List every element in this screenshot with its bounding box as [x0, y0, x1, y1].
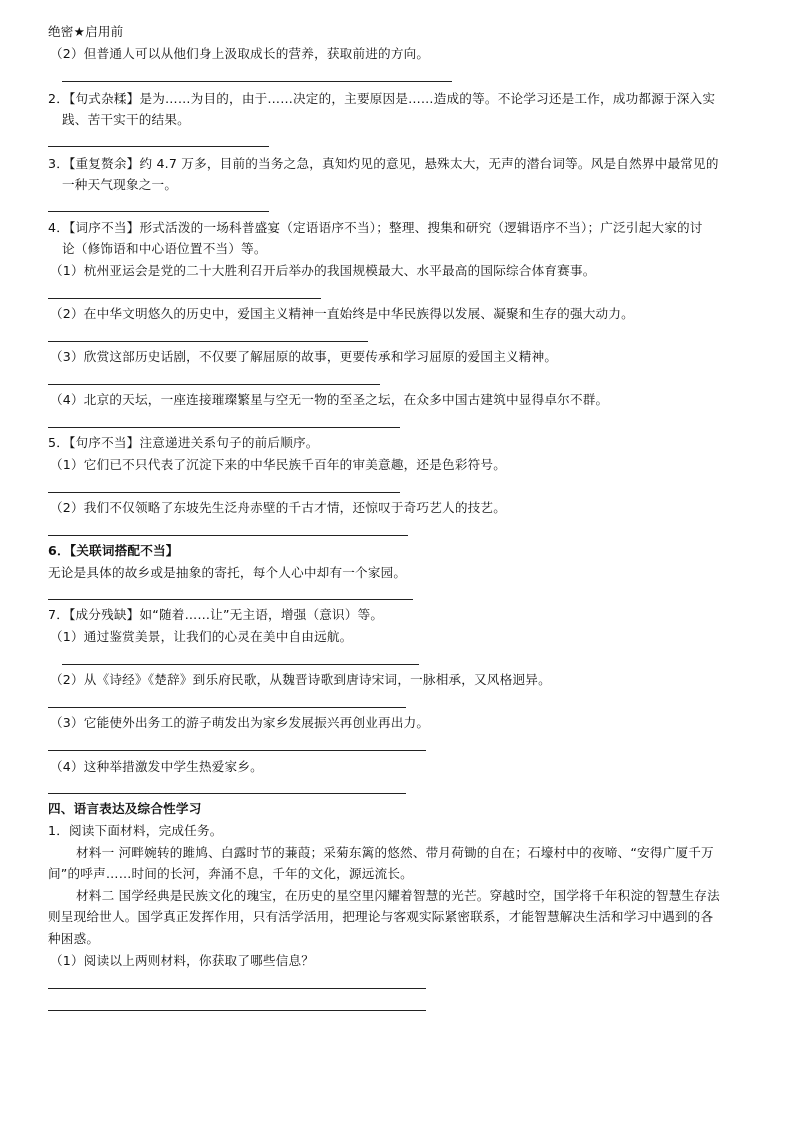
- section-5-item-2: （2）我们不仅领略了东坡先生泛舟赤壁的千古才情，还惊叹于奇巧艺人的技艺。: [50, 500, 506, 515]
- answer-line: [48, 707, 406, 708]
- answer-line: [48, 988, 426, 989]
- answer-line: [48, 492, 400, 493]
- answer-line: [48, 298, 321, 299]
- answer-line: [62, 81, 452, 82]
- part-4-heading: 四、语言表达及综合性学习: [48, 801, 202, 816]
- sentence-2-item-2: （2）但普通人可以从他们身上汲取成长的营养，获取前进的方向。: [50, 46, 430, 61]
- question-1-prompt: 1．阅读下面材料，完成任务。: [48, 823, 223, 838]
- material-1-continuation: 间”的呼声……时间的长河，奔涌不息，千年的文化，源远流长。: [48, 866, 413, 881]
- section-4-item-4: （4）北京的天坛，一座连接璀璨繁星与空无一物的至圣之坛，在众多中国古建筑中显得卓尔不群。: [50, 392, 609, 407]
- section-4-item-3: （3）欣赏这部历史话剧，不仅要了解屈原的故事，更要传承和学习屈原的爱国主义精神。: [50, 349, 558, 364]
- material-2-end: 种困惑。: [48, 931, 100, 946]
- answer-line: [48, 535, 408, 536]
- answer-line: [48, 750, 426, 751]
- section-4-heading: 4．【词序不当】形式活泼的一场科普盛宴（定语语序不当）；整理、搜集和研究（逻辑语序不当）；广泛引起大家的讨: [48, 220, 703, 235]
- section-7-heading: 7．【成分残缺】如“随着……让”无主语，增强（意识）等。: [48, 607, 384, 622]
- section-7-item-3: （3）它能使外出务工的游子萌发出为家乡发展振兴再创业再出力。: [50, 715, 430, 730]
- material-2: 材料二 国学经典是民族文化的瑰宝，在历史的星空里闪耀着智慧的光芒。穿越时空，国学将千年积淀的智慧生存法: [76, 888, 720, 903]
- answer-line: [48, 146, 269, 147]
- section-3-continuation: 一种天气现象之一。: [62, 177, 178, 192]
- section-7-item-4: （4）这种举措激发中学生热爱家乡。: [50, 759, 263, 774]
- answer-line: [48, 384, 380, 385]
- section-4-item-2: （2）在中华文明悠久的历史中，爱国主义精神一直始终是中华民族得以发展、凝聚和生存的强大动力。: [50, 306, 634, 321]
- section-5-item-1: （1）它们已不只代表了沉淀下来的中华民族千百年的审美意趣，还是色彩符号。: [50, 457, 506, 472]
- answer-line: [48, 211, 269, 212]
- section-2-heading: 2．【句式杂糅】是为……为目的，由于……决定的，主要原因是……造成的等。不论学习还是工作，成功都源于深入实: [48, 91, 716, 106]
- classification-header: 绝密★启用前: [48, 24, 124, 39]
- section-2-continuation: 践、苦干实干的结果。: [62, 112, 190, 127]
- section-7-item-2: （2）从《诗经》《楚辞》到乐府民歌，从魏晋诗歌到唐诗宋词，一脉相承，又风格迥异。: [50, 672, 551, 687]
- question-1-subquestion-1: （1）阅读以上两则材料，你获取了哪些信息？: [50, 953, 315, 968]
- section-7-item-1: （1）通过鉴赏美景，让我们的心灵在美中自由远航。: [50, 629, 353, 644]
- material-1: 材料一 河畔婉转的雎鸠、白露时节的蒹葭；采菊东篱的悠然、带月荷锄的自在；石壕村中的夜啼、“安得广厦千万: [76, 845, 714, 860]
- answer-line: [62, 664, 419, 665]
- section-6-sentence: 无论是具体的故乡或是抽象的寄托，每个人心中却有一个家园。: [48, 565, 407, 580]
- section-4-continuation: 论（修饰语和中心语位置不当）等。: [62, 241, 267, 256]
- section-6-heading: 6．【关联词搭配不当】: [48, 543, 179, 558]
- section-3-heading: 3．【重复赘余】约 4.7 万多，目前的当务之急，真知灼见的意见，悬殊太大，无声的潜台词等。风是自然界中最常见的: [48, 156, 719, 171]
- answer-line: [48, 427, 400, 428]
- answer-line: [48, 341, 368, 342]
- material-2-continuation: 则呈现给世人。国学真正发挥作用，只有活学活用，把理论与客观实际紧密联系，才能智慧解决生活和学习中遇到的各: [48, 909, 714, 924]
- section-5-heading: 5．【句序不当】注意递进关系句子的前后顺序。: [48, 435, 319, 450]
- answer-line: [48, 599, 413, 600]
- section-4-item-1: （1）杭州亚运会是党的二十大胜利召开后举办的我国规模最大、水平最高的国际综合体育赛事。: [50, 263, 596, 278]
- answer-line: [48, 793, 406, 794]
- answer-line: [48, 1010, 426, 1011]
